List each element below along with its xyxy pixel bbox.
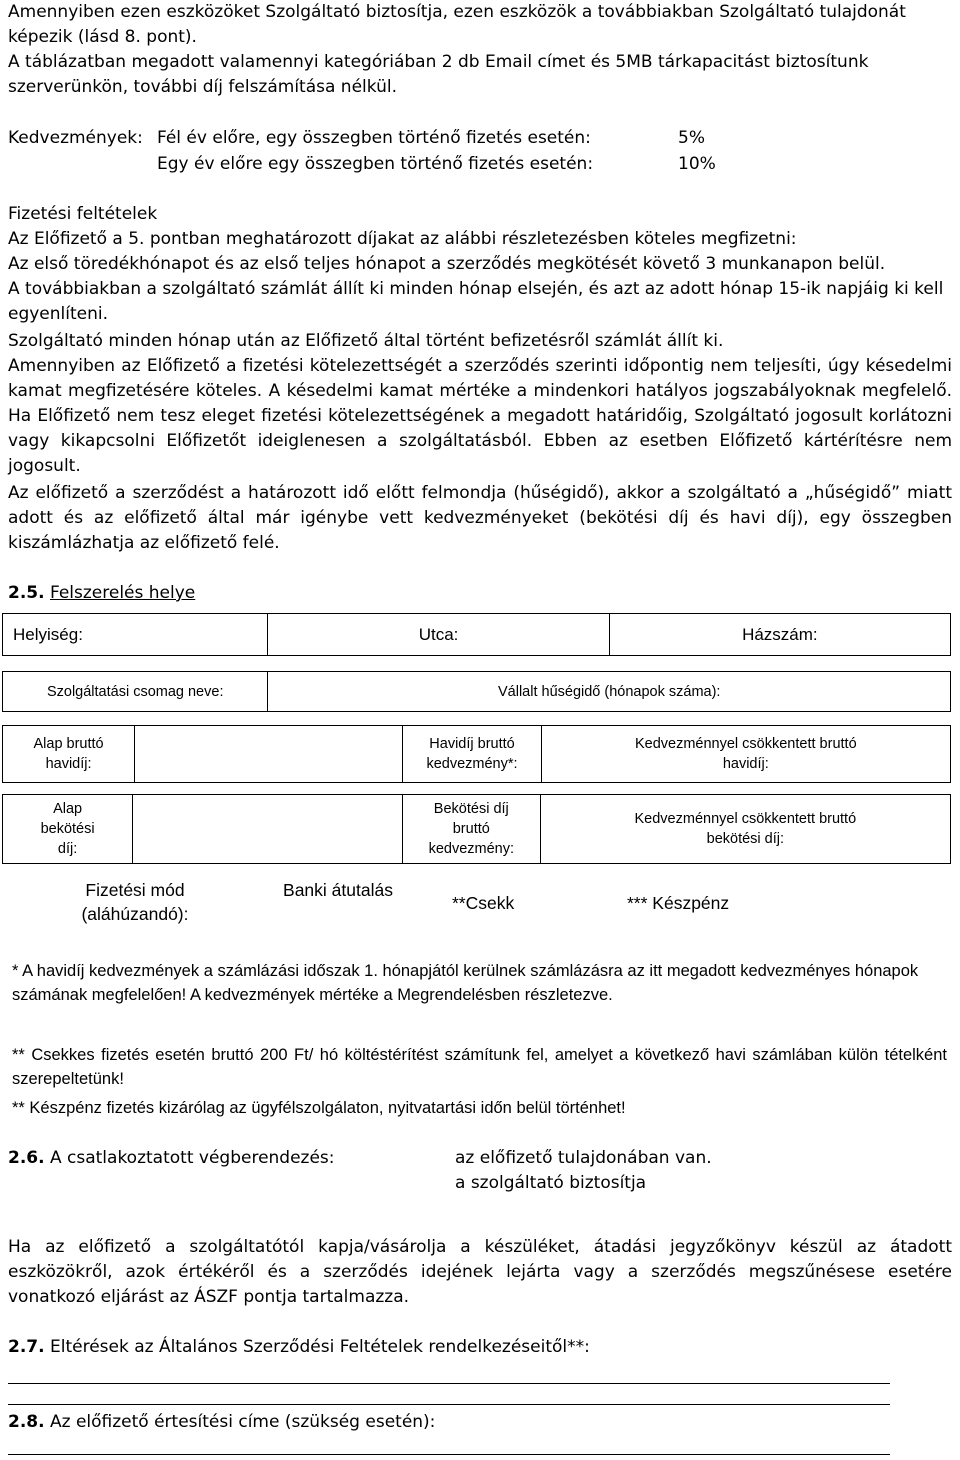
payment-terms-p3: A továbbiakban a szolgáltató számlát állít ki minden hónap elsején, és azt az adott hónap 15-ik napjáig ki kell egyenlíteni. (8, 279, 944, 324)
discounted-monthly-fee-field[interactable] (541, 726, 950, 783)
payment-terms-p1: Az Előfizető a 5. pontban meghatározott díjakat az alábbi részletezésben köteles megfizetni: (8, 229, 797, 249)
monthly-fee-box (2, 725, 951, 783)
base-install-fee-field[interactable] (3, 795, 133, 864)
payment-terms-p5: Amennyiben az Előfizető a fizetési kötelezettségét a szerződés szerinti időpontig nem teljesíti, úgy késedelmi kamat megfizetésére köteles. A késedelmi kamat mértéke a mindenkori hatályos jogszabályoknak megfelelő. Ha Előfizető nem tesz eleget fizetési kötelezettségének a megadott határidőig, Szolgáltató jogosult korlátozni vagy kikapcsolni Előfizetőt ideiglenesen a szolgáltatásból. Ebben az esetben Előfizető kártérítésre nem jogosult. (8, 356, 952, 476)
discounted-monthly-fee-label: Kedvezménnyel csökkentett bruttó havidíj: (634, 736, 857, 772)
section-title: A csatlakoztatott végberendezés: (49, 1148, 335, 1168)
installation-fee-box (2, 794, 951, 864)
payment-option-check[interactable]: **Csekk (452, 893, 515, 913)
discounted-install-fee-label: Kedvezménnyel csökkentett bruttó bekötési díj: (634, 811, 857, 847)
base-monthly-fee-field[interactable] (3, 726, 135, 783)
loyalty-period-field[interactable]: Vállalt hűségidő (hónapok száma): (268, 672, 951, 712)
discount-half-year-text: Fél év előre, egy összegben történő fizetés esetén: (157, 128, 591, 148)
discounts-label: Kedvezmények: (8, 128, 143, 148)
deviations-blank-line-1[interactable] (8, 1383, 890, 1384)
deviations-blank-line-2[interactable] (8, 1404, 890, 1405)
base-monthly-fee-label: Alap bruttó havidíj: (33, 736, 104, 772)
section-title: Az előfizető értesítési címe (szükség esetén): (49, 1412, 436, 1432)
section-2-5-heading (8, 581, 195, 606)
equipment-handover-paragraph: Ha az előfizető a szolgáltatótól kapja/vásárolja a készüléket, átadási jegyzőkönyv készül az átadott eszközökről, azok értékéről és a szerződés idejének lejárta vagy a szerződés megszűnésese esetére vonatkozó eljárást az ÁSZF pontja tartalmazza. (8, 1237, 952, 1307)
section-title: Felszerelés helye (49, 583, 196, 603)
locality-field[interactable]: Helyiség: (3, 614, 268, 656)
section-number: 2.7. (8, 1337, 45, 1357)
service-package-box (2, 671, 951, 712)
section-2-8-heading (8, 1410, 435, 1435)
discounted-install-fee-field[interactable] (540, 795, 950, 864)
section-number: 2.6. (8, 1148, 45, 1168)
section-2-7-heading (8, 1335, 590, 1360)
terminal-option-provided[interactable]: a szolgáltató biztosítja (455, 1173, 647, 1193)
install-discount-label: Bekötési díj bruttó kedvezmény: (428, 801, 514, 857)
installation-address-box (2, 613, 951, 656)
footnote-check-fee: ** Csekkes fizetés esetén bruttó 200 Ft/ hó költéstérítést számítunk fel, amelyet a következő havi számlában külön tételként szerepeltetünk! (12, 1046, 947, 1088)
discount-full-year-text: Egy év előre egy összegben történő fizetés esetén: (157, 154, 594, 174)
payment-option-transfer[interactable]: Banki átutalás (283, 880, 393, 900)
monthly-discount-label: Havidíj bruttó kedvezmény*: (426, 736, 518, 772)
spacer-2 (133, 795, 403, 864)
payment-terms-p4: Szolgáltató minden hónap után az Előfizető által történt befizetésről számlát állít ki. (8, 331, 724, 351)
payment-option-cash[interactable]: *** Készpénz (627, 893, 730, 913)
section-2-6-heading (8, 1146, 335, 1171)
discount-half-year-value: 5% (678, 128, 705, 148)
package-name-field[interactable]: Szolgáltatási csomag neve: (3, 672, 268, 712)
install-discount-field[interactable] (402, 795, 540, 864)
notification-address-blank-line[interactable] (8, 1454, 890, 1455)
section-number: 2.5. (8, 583, 45, 603)
footnote-monthly-discount: * A havidíj kedvezmények a számlázási időszak 1. hónapjától kerülnek számlázásra az itt megadott kedvezményes hónapok számának megfelelően! A kedvezmények mértéke a Megrendelésben részletezve. (12, 962, 919, 1004)
intro-line-2: A táblázatban megadott valamennyi kategóriában 2 db Email címet és 5MB tárkapacitást biztosítunk szerverünkön, további díj felszámítása nélkül. (8, 52, 869, 97)
house-number-field[interactable]: Házszám: (609, 614, 950, 656)
terminal-option-owned[interactable]: az előfizető tulajdonában van. (455, 1148, 712, 1168)
base-install-fee-label: Alap bekötési díj: (40, 801, 95, 857)
payment-method-label: Fizetési mód (aláhúzandó): (81, 880, 189, 924)
spacer-1 (135, 726, 403, 783)
payment-terms-heading: Fizetési feltételek (8, 204, 158, 224)
section-title: Eltérések az Általános Szerződési Feltételek rendelkezéseitől**: (49, 1337, 590, 1357)
payment-terms-p2: Az első töredékhónapot és az első teljes hónapot a szerződés megkötését követő 3 munkanapon belül. (8, 254, 886, 274)
street-field[interactable]: Utca: (268, 614, 609, 656)
footnote-cash: ** Készpénz fizetés kizárólag az ügyfélszolgálaton, nyitvatartási időn belül történhet! (12, 1099, 626, 1117)
discount-full-year-value: 10% (678, 154, 716, 174)
intro-line-1: Amennyiben ezen eszközöket Szolgáltató biztosítja, ezen eszközök a továbbiakban Szolgáltató tulajdonát képezik (lásd 8. pont). (8, 2, 906, 47)
monthly-discount-field[interactable] (403, 726, 541, 783)
payment-terms-p6: Az előfizető a szerződést a határozott idő előtt felmondja (hűségidő), akkor a szolgáltató a „hűségidő” miatt adott és az előfizető által már igénybe vett kedvezményeket (bekötési díj és havi díj), egy összegben kiszámlázhatja az előfizető felé. (8, 483, 952, 553)
section-number: 2.8. (8, 1412, 45, 1432)
